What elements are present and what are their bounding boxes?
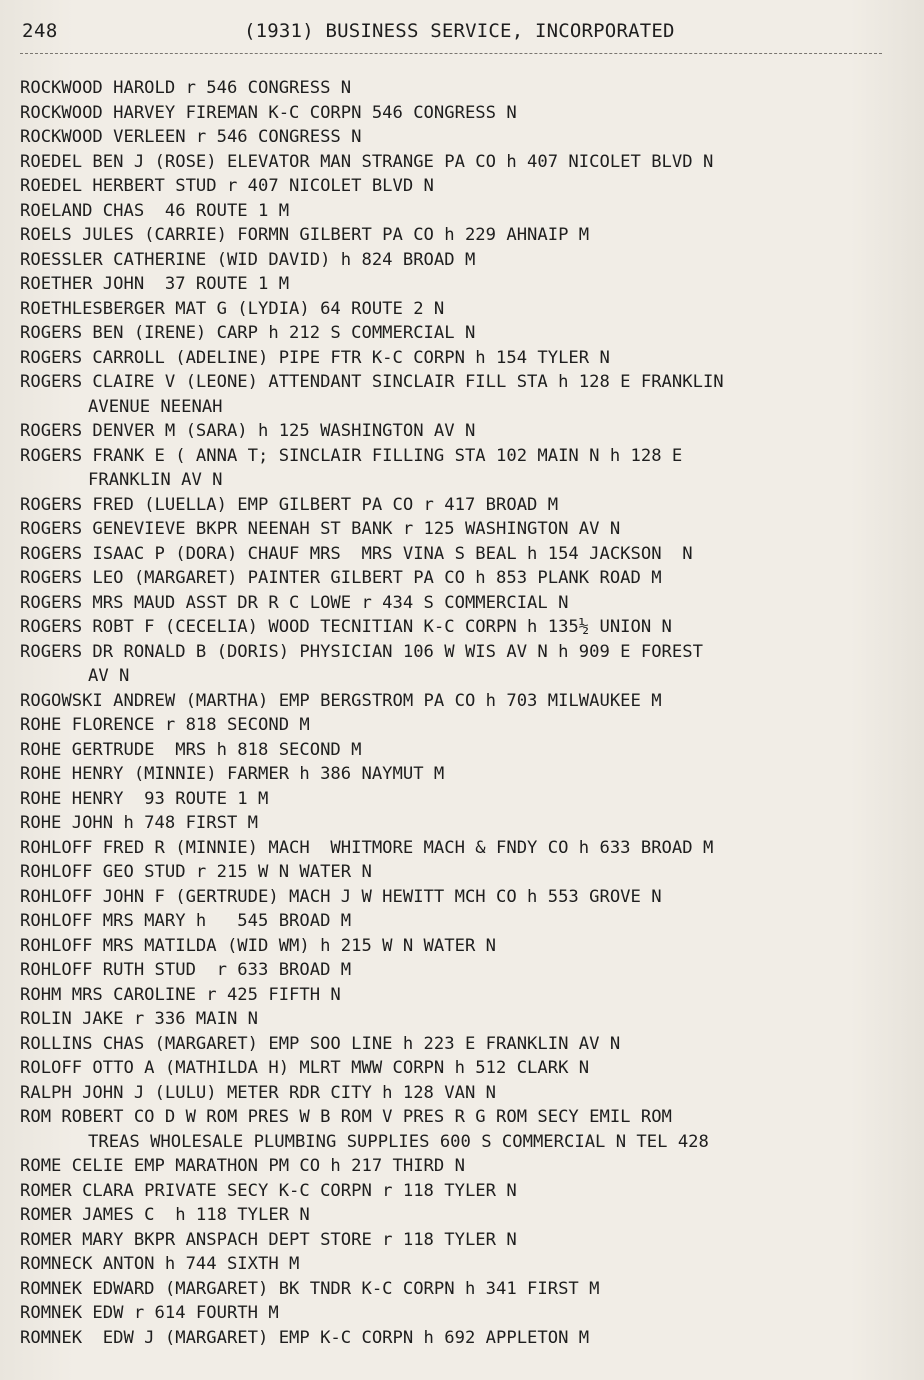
entry-text: ROESSLER CATHERINE (WID DAVID) h 824 BROAD M	[20, 249, 476, 270]
directory-entry	[20, 1277, 920, 1302]
entry-text: ROHE HENRY (MINNIE) FARMER h 386 NAYMUT M	[20, 764, 445, 784]
entry-text: ROETHLESBERGER MAT G (LYDIA) 64 ROUTE 2 N	[20, 298, 445, 319]
directory-entry	[20, 1032, 920, 1057]
entry-text: ROHE FLORENCE r 818 SECOND M	[20, 715, 310, 735]
entry-text: ROHLOFF JOHN F (GERTRUDE) MACH J W HEWITT MCH CO h 553 GROVE N	[20, 886, 662, 907]
directory-entry	[20, 591, 920, 616]
directory-entry	[20, 493, 920, 518]
directory-entry	[20, 223, 920, 248]
entry-text: ROGERS MRS MAUD ASST DR R C LOWE r 434 S COMMERCIAL N	[20, 592, 569, 613]
directory-entry	[20, 542, 920, 567]
entry-text: ROMER JAMES C h 118 TYLER N	[20, 1205, 310, 1225]
entry-continuation-text: AV N	[88, 666, 130, 686]
entry-text: ROMNEK EDW J (MARGARET) EMP K-C CORPN h 692 APPLETON M	[20, 1327, 590, 1348]
directory-entry	[20, 1301, 920, 1326]
entry-text: ROGERS LEO (MARGARET) PAINTER GILBERT PA CO h 853 PLANK ROAD M	[20, 568, 662, 588]
entry-text: ROMNEK EDW r 614 FOURTH M	[20, 1303, 279, 1323]
entry-text: ROGERS DENVER M (SARA) h 125 WASHINGTON AV N	[20, 421, 476, 441]
entry-text: ROMNEK EDWARD (MARGARET) BK TNDR K-C CORPN h 341 FIRST M	[20, 1278, 600, 1299]
directory-entry	[20, 836, 920, 861]
entry-text: ROME CELIE EMP MARATHON PM CO h 217 THIRD N	[20, 1156, 465, 1176]
entry-continuation-text: AVENUE NEENAH	[88, 396, 223, 417]
directory-entry	[20, 811, 920, 836]
directory-entry	[20, 150, 920, 175]
entry-text: ROGERS BEN (IRENE) CARP h 212 S COMMERCIAL N	[20, 323, 476, 343]
directory-entry	[20, 346, 920, 371]
entry-continuation	[88, 1130, 918, 1155]
entry-text: ROMNECK ANTON h 744 SIXTH M	[20, 1254, 300, 1274]
directory-entry	[20, 125, 920, 150]
entry-text: ROGERS FRANK E ( ANNA T; SINCLAIR FILLING STA 102 MAIN N h 128 E	[20, 445, 683, 466]
entry-text: ROHE GERTRUDE MRS h 818 SECOND M	[20, 739, 362, 760]
entry-text: ROM ROBERT CO D W ROM PRES W B ROM V PRES R G ROM SECY EMIL ROM	[20, 1107, 672, 1127]
directory-entry	[20, 640, 920, 665]
entry-text: ROELS JULES (CARRIE) FORMN GILBERT PA CO h 229 AHNAIP M	[20, 225, 590, 245]
entry-continuation	[88, 664, 918, 689]
directory-entry	[20, 1326, 920, 1351]
directory-entry	[20, 1228, 920, 1253]
directory-entry	[20, 762, 920, 787]
entry-text: ROGERS DR RONALD B (DORIS) PHYSICIAN 106 W WIS AV N h 909 E FOREST	[20, 641, 703, 662]
entry-text: ROHLOFF MRS MATILDA (WID WM) h 215 W N WATER N	[20, 935, 496, 956]
directory-entry	[20, 909, 920, 934]
directory-entry	[20, 1252, 920, 1277]
entry-text: ROHLOFF FRED R (MINNIE) MACH WHITMORE MACH & FNDY CO h 633 BROAD M	[20, 837, 714, 858]
entry-text: ROGERS ISAAC P (DORA) CHAUF MRS MRS VINA S BEAL h 154 JACKSON N	[20, 543, 693, 564]
directory-entry	[20, 713, 920, 738]
entry-text: ROCKWOOD VERLEEN r 546 CONGRESS N	[20, 127, 362, 147]
directory-entry	[20, 738, 920, 763]
entry-text: ROHLOFF MRS MARY h 545 BROAD M	[20, 911, 352, 931]
directory-entry	[20, 1203, 920, 1228]
entry-text: ROHLOFF RUTH STUD r 633 BROAD M	[20, 960, 352, 980]
entry-text: ROGERS GENEVIEVE BKPR NEENAH ST BANK r 125 WASHINGTON AV N	[20, 519, 621, 539]
directory-entry	[20, 321, 920, 346]
page-header	[20, 18, 900, 48]
running-title: (1931) BUSINESS SERVICE, INCORPORATED	[244, 20, 675, 42]
entry-continuation-text: TREAS WHOLESALE PLUMBING SUPPLIES 600 S COMMERCIAL N TEL 428	[88, 1131, 709, 1152]
entry-continuation-text: FRANKLIN AV N	[88, 470, 223, 490]
entry-text: ROEDEL BEN J (ROSE) ELEVATOR MAN STRANGE PA CO h 407 NICOLET BLVD N	[20, 151, 714, 172]
directory-entry	[20, 1056, 920, 1081]
entry-text: ROELAND CHAS 46 ROUTE 1 M	[20, 200, 290, 221]
directory-entry	[20, 566, 920, 591]
entry-text: ROHLOFF GEO STUD r 215 W N WATER N	[20, 862, 372, 882]
header-divider	[20, 53, 882, 54]
directory-entry	[20, 885, 920, 910]
entry-text: ROGERS CARROLL (ADELINE) PIPE FTR K-C CORPN h 154 TYLER N	[20, 347, 610, 368]
directory-entry	[20, 76, 920, 101]
directory-entry	[20, 1179, 920, 1204]
directory-entry	[20, 958, 920, 983]
entry-text: ROGOWSKI ANDREW (MARTHA) EMP BERGSTROM PA CO h 703 MILWAUKEE M	[20, 690, 662, 711]
directory-entry	[20, 1154, 920, 1179]
directory-entry	[20, 1081, 920, 1106]
directory-entry	[20, 297, 920, 322]
entry-text: ROGERS ROBT F (CECELIA) WOOD TECNITIAN K-C CORPN h 135½ UNION N	[20, 617, 672, 637]
entry-text: ROETHER JOHN 37 ROUTE 1 M	[20, 274, 290, 294]
directory-entry	[20, 370, 920, 395]
entry-text: RALPH JOHN J (LULU) METER RDR CITY h 128 VAN N	[20, 1082, 496, 1103]
directory-listing	[0, 76, 924, 1350]
directory-entry	[20, 934, 920, 959]
entry-continuation	[88, 468, 918, 493]
directory-entry	[20, 1105, 920, 1130]
directory-entry	[20, 199, 920, 224]
directory-entry	[20, 248, 920, 273]
entry-text: ROHE HENRY 93 ROUTE 1 M	[20, 788, 269, 809]
directory-entry	[20, 689, 920, 714]
directory-entry	[20, 272, 920, 297]
entry-text: ROLLINS CHAS (MARGARET) EMP SOO LINE h 223 E FRANKLIN AV N	[20, 1033, 621, 1054]
entry-text: ROGERS CLAIRE V (LEONE) ATTENDANT SINCLAIR FILL STA h 128 E FRANKLIN	[20, 372, 724, 392]
entry-text: ROGERS FRED (LUELLA) EMP GILBERT PA CO r 417 BROAD M	[20, 494, 559, 515]
entry-text: ROMER MARY BKPR ANSPACH DEPT STORE r 118 TYLER N	[20, 1229, 517, 1250]
directory-entry	[20, 787, 920, 812]
directory-entry	[20, 983, 920, 1008]
page-number: 248	[22, 20, 58, 42]
entry-text: ROHE JOHN h 748 FIRST M	[20, 813, 258, 833]
entry-text: ROMER CLARA PRIVATE SECY K-C CORPN r 118 TYLER N	[20, 1180, 517, 1201]
directory-entry	[20, 174, 920, 199]
directory-entry	[20, 1007, 920, 1032]
entry-text: ROCKWOOD HAROLD r 546 CONGRESS N	[20, 78, 352, 98]
directory-entry	[20, 101, 920, 126]
directory-entry	[20, 860, 920, 885]
entry-text: ROLIN JAKE r 336 MAIN N	[20, 1009, 258, 1029]
directory-entry	[20, 517, 920, 542]
entry-text: ROLOFF OTTO A (MATHILDA H) MLRT MWW CORPN h 512 CLARK N	[20, 1058, 590, 1078]
entry-continuation	[88, 395, 918, 420]
directory-entry	[20, 615, 920, 640]
entry-text: ROCKWOOD HARVEY FIREMAN K-C CORPN 546 CONGRESS N	[20, 102, 517, 123]
entry-text: ROEDEL HERBERT STUD r 407 NICOLET BLVD N	[20, 176, 434, 196]
entry-text: ROHM MRS CAROLINE r 425 FIFTH N	[20, 984, 341, 1005]
directory-entry	[20, 444, 920, 469]
directory-entry	[20, 419, 920, 444]
